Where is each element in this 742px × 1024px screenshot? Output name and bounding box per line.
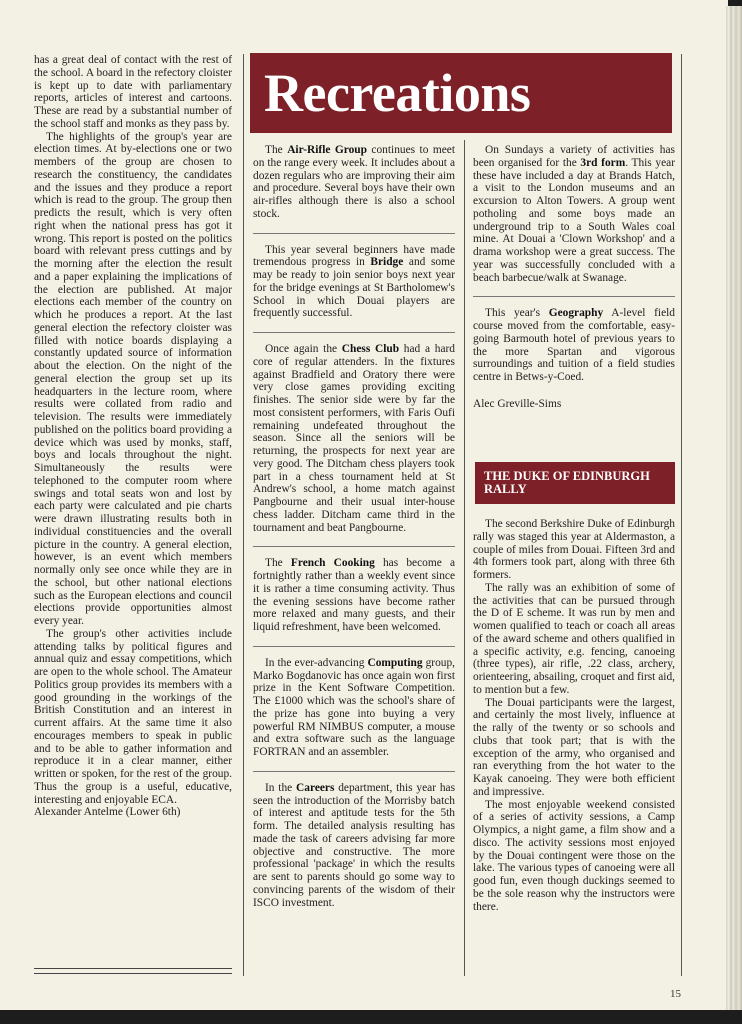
divider: [253, 332, 455, 333]
topic-heading: 3rd form: [580, 156, 626, 169]
article-chess: [253, 343, 455, 534]
text: Once again the: [265, 343, 342, 355]
column-divider: [464, 140, 465, 976]
topic-heading: Geography: [548, 307, 604, 320]
column-divider: [681, 54, 682, 976]
divider: [253, 771, 455, 772]
divider: [34, 973, 232, 974]
paragraph: [253, 343, 455, 534]
article-3rd-form: [473, 144, 675, 284]
article-cooking: [253, 557, 455, 634]
dofe-article: [473, 518, 675, 913]
topic-heading: Computing: [367, 656, 423, 669]
paragraph: [253, 144, 455, 221]
column-divider: [243, 54, 244, 976]
left-column: [34, 54, 232, 819]
topic-heading: Air-Rifle Group: [287, 144, 367, 156]
paragraph: [253, 657, 455, 759]
paragraph: The rally was an exhibition of some of the activities that can be pursued through the D of E scheme. It was run by men and women qualified to teach or coach all areas of the award scheme and others qualified in a specific activity, e.g. fencing, canoeing (three types), air rifle, .22 class, archery, orienteering, absailing, croquet and first aid, to mention but a few.: [473, 581, 675, 696]
paragraph: [473, 144, 675, 284]
page-title: Recreations: [250, 53, 672, 133]
paragraph: The second Berkshire Duke of Edinburgh rally was staged this year at Aldermaston, a couple of miles from Douai. Fifteen 3rd and 4th formers took part, along with three 6th formers.: [473, 518, 675, 581]
page-number: 15: [670, 988, 681, 1000]
text: group, Marko Bogdanovic has once again won first prize in the Kent Software Competition. The £1000 which was the school's share of the prize has gone into buying a very powerful RM NIMBUS computer, a mouse and extra software such as the language FORTRAN and an assembler.: [253, 656, 455, 758]
dofe-heading: THE DUKE OF EDINBURGH RALLY: [475, 462, 675, 504]
paragraph: [253, 557, 455, 634]
divider: [253, 233, 455, 234]
text: This year's: [485, 307, 549, 320]
divider: [473, 296, 675, 297]
divider: [253, 646, 455, 647]
article-geography: [473, 307, 675, 410]
divider: [34, 968, 232, 969]
text: This year several beginners have made tremendous progress in: [253, 243, 455, 269]
topic-heading: Careers: [296, 781, 335, 794]
text: and some may be ready to join senior boys next year for the bridge evenings at St Bartholomew's School in which Douai players are frequently successful.: [253, 256, 456, 320]
divider: [253, 546, 455, 547]
right-column: [473, 144, 675, 423]
article-air-rifle: [253, 144, 455, 221]
article-computing: [253, 657, 455, 759]
paragraph: [253, 782, 455, 910]
signature: Alec Greville-Sims: [473, 397, 562, 410]
text: In the: [265, 781, 297, 794]
text: The: [265, 144, 288, 156]
text: The: [265, 557, 291, 570]
topic-heading: Chess Club: [341, 343, 400, 355]
paragraph: has a great deal of contact with the rest of the school. A board in the refectory cloister is kept up to date with parliamentary reports, articles of interest and cartoons. These are read by a substantial number of the school staff and monks as they pass by.: [34, 54, 232, 130]
text: In the ever-advancing: [265, 656, 368, 669]
text: had a hard core of regular attenders. In the fixtures against Bradfield and Oratory there were very close games providing exciting finishes. The senior side were by far the most consistent performers, with Faris Oufi remaining undefeated throughout the season. Since all the seniors will be returning, the prospects for next year are very good. The Ditcham chess players took part in a chess tournament held at St Andrew's school, a home match against Pangbourne and their usual inter-house chess ladder. Ditcham came third in the tournament and beat Pangbourne.: [253, 343, 455, 534]
text: A-level field course moved from the comfortable, easy-going Barmouth hotel of previous years to the more Spartan and vigorous surroundings and tuition of a field studies centre in Betws-y-Coed.: [473, 307, 675, 383]
text: continues to meet on the range every week. It includes about a dozen regulars who are improving their aim and procedure. Several boys have their own air-rifles although there is also a school stock.: [253, 144, 455, 220]
middle-column: [253, 144, 455, 921]
text: department, this year has seen the introduction of the Morrisby batch of interest and aptitude tests for the 5th form. The detailed analysis resulting has made the task of careers advising far more objective and constructive. The more professional 'package' in which the results are sent to parents should go some way to convincing parents of the wisdom of their ISCO investment.: [253, 781, 456, 909]
paragraph: The Douai participants were the largest, and certainly the most lively, influence at the rally of the twenty or so schools and clubs that took part; that is with the exception of the army, who organised and ran everything from the hot water to the Kayak canoeing. They were both efficient and impressive.: [473, 696, 675, 798]
paragraph: [473, 307, 675, 384]
article-bridge: [253, 244, 455, 321]
topic-heading: French Cooking: [290, 557, 375, 570]
text: . This year these have included a day at Brands Hatch, a visit to the London museums and an excursion to Alton Towers. A group went potholing and some boys made an underground trip to a South Wales coal mine. At Douai a 'Clown Workshop' and a drama workshop were a great success. The year was successfully concluded with a beach barbecue/walk at Swanage.: [473, 156, 675, 284]
paragraph: The most enjoyable weekend consisted of a series of activity sessions, a Camp Olympics, a night game, a film show and a disco. The activity sessions most enjoyed by the Douai contingent were those on the lake. The various types of canoeing were all good fun, even though duckings seemed to be the sole reason why the instructors were there.: [473, 798, 675, 913]
page-edges: [726, 6, 742, 1010]
article-careers: [253, 782, 455, 910]
paragraph: The group's other activities include attending talks by political figures and annual quiz and essay competitions, which are open to the whole school. The Amateur Politics group provides its members with a good grounding in the workings of the British Constitution and an interest in current affairs. At the same time it also encourages members to speak in public and to be able to gather information and reproduce it in a clear manner, either written or spoken, for the rest of the group. Thus the group is a useful, educative, interesting and enjoyable ECA.: [34, 627, 232, 806]
topic-heading: Bridge: [370, 256, 404, 269]
paragraph: [253, 244, 455, 321]
text: On Sundays a variety of activities has been organised for the: [473, 144, 675, 169]
paragraph: The highlights of the group's year are election times. At by-elections one or two members of the group are chosen to research the constituency, the candidates and the issues and they produce a report which is read to the group. The group then predicts the result, which is very often right when the national press has got it wrong. This report is posted on the politics board with relevant press cuttings and by the morning after the election the result and a paper explaining the implications of the election are published. At major elections each member of the country on which he produces a report. At the last general election the refectory cloister was filled with notice boards displaying a constantly updated source of information about the election. On the night of the general election the group set up its headquarters in the lecture room, where results were collated from radio and television. The results were immediately published on the politics board providing a device which was used by monks, staff, boys and locals throughout the night. Simultaneously the results were telephoned to the computer room where swings and total seats won and lost by each party were calculated and pie charts were drawn illustrating results both in individual constituencies and the overall picture in the country. A general election, however, is an event which members normally only see once while they are in the school, but other national elections such as the European elections and council elections provide opportunities almost every year.: [34, 130, 232, 627]
signature: Alexander Antelme (Lower 6th): [34, 806, 181, 819]
text: has become a fortnightly rather than a weekly event since it is rather a time consuming activity. Thus the evening sessions have become rather more relaxed and many guests, and their liquid refreshment, have been welcomed.: [253, 557, 455, 633]
